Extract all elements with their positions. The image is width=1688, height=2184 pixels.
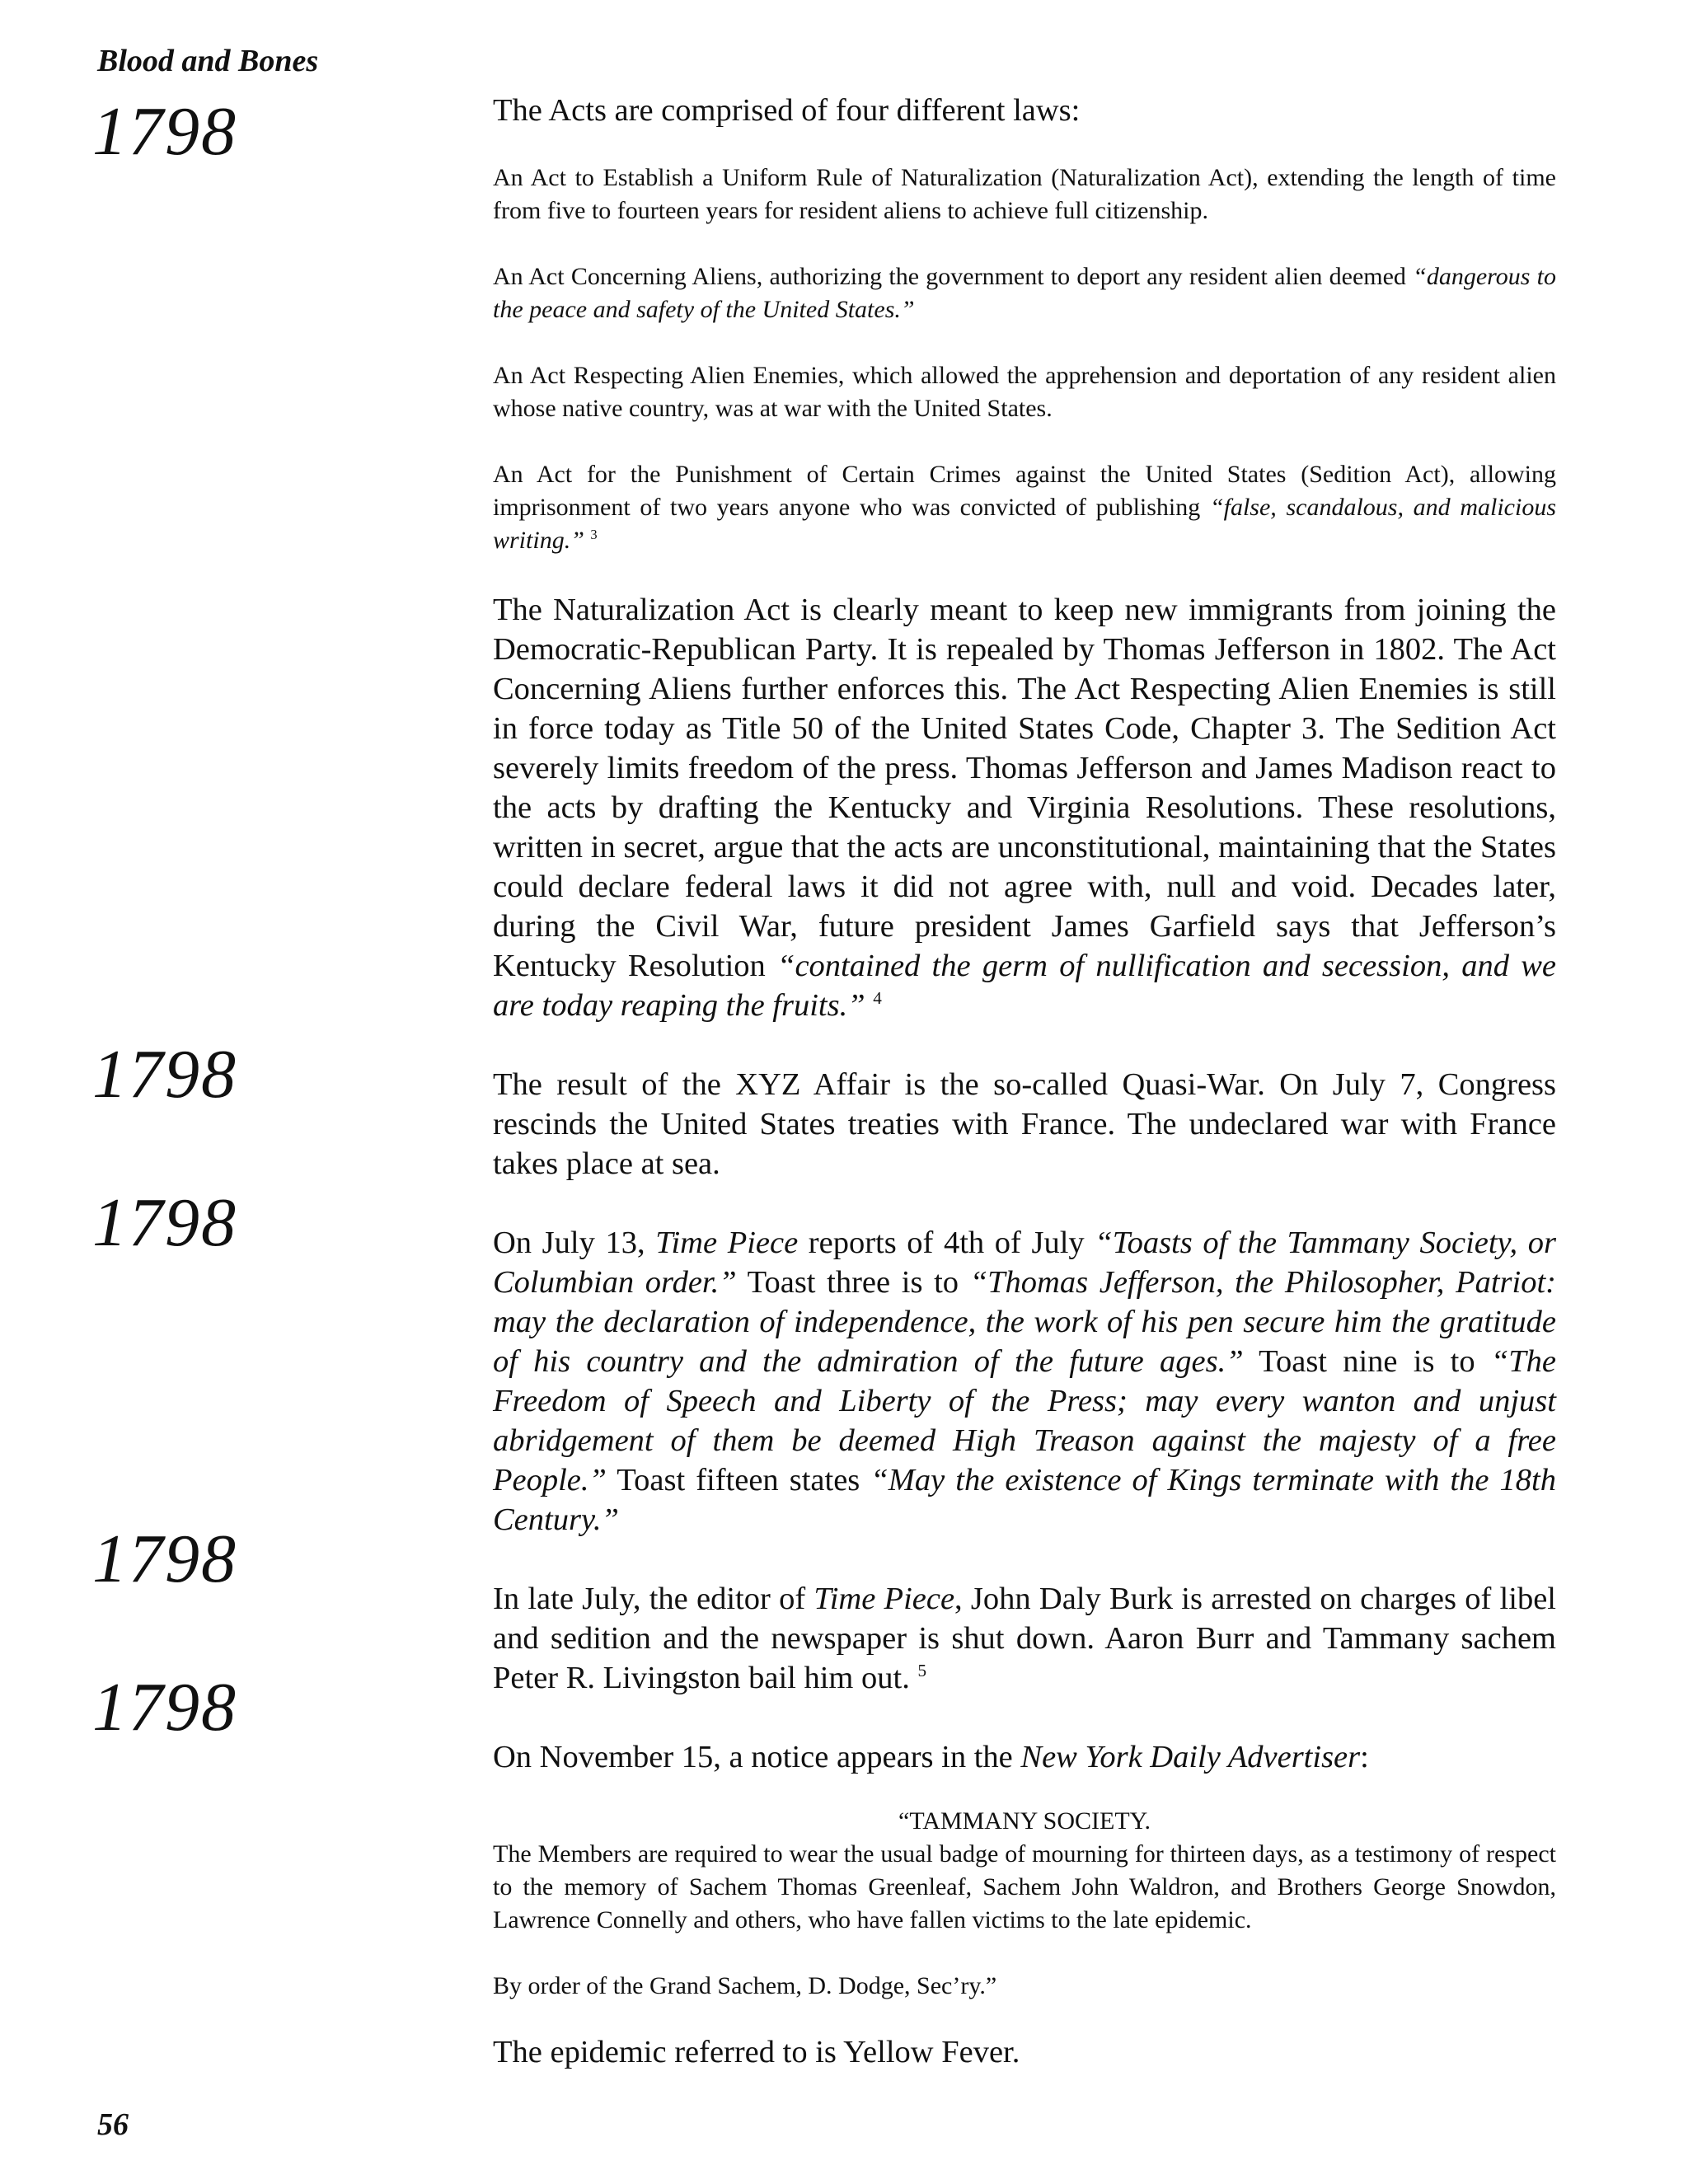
act-sedition-quote: “false, scandalous, and malicious writing.” bbox=[493, 494, 1556, 554]
time-piece-title: Time Piece bbox=[655, 1226, 799, 1260]
toasts-quote-2: “Thomas Jefferson, the Philosopher, Patriot: may the declaration of independence, the work of his pen secure him the gratitude of his country and the admiration of the future ages.” bbox=[493, 1265, 1556, 1379]
toasts-text-4: Toast nine is to bbox=[1243, 1344, 1491, 1379]
notice-signature: By order of the Grand Sachem, D. Dodge, Sec’ry.” bbox=[493, 1972, 997, 1999]
quasi-war-paragraph: The result of the XYZ Affair is the so-called Quasi-War. On July 7, Congress rescinds the United States treaties with France. The undeclared war with France takes place at sea. bbox=[493, 1067, 1556, 1181]
act-alien-enemies bbox=[493, 359, 1556, 425]
time-piece-title: Time Piece bbox=[814, 1582, 955, 1616]
burk-text-1: In late July, the editor of bbox=[493, 1582, 814, 1616]
toasts-text-2: reports of 4th of July bbox=[798, 1226, 1095, 1260]
toasts-text-3: Toast three is to bbox=[736, 1265, 970, 1300]
toasts-text-5: Toast fifteen states bbox=[606, 1463, 871, 1497]
toasts-quote-4: “May the existence of Kings terminate with the 18th Century.” bbox=[493, 1463, 1556, 1537]
acts-intro-paragraph: The Acts are comprised of four different laws: bbox=[493, 93, 1081, 128]
page-number: 56 bbox=[97, 2107, 129, 2142]
closing-paragraph: The epidemic referred to is Yellow Fever. bbox=[493, 2035, 1020, 2069]
garfield-quote: “contained the germ of nullification and secession, and we are today reaping the fruits.” bbox=[493, 949, 1556, 1023]
notice-heading: “TAMMANY SOCIETY. bbox=[898, 1807, 1151, 1835]
margin-year-acts: 1798 bbox=[92, 93, 237, 170]
act-sedition bbox=[493, 458, 1556, 557]
notice-intro-paragraph bbox=[493, 1737, 1556, 1777]
toasts-paragraph bbox=[493, 1223, 1556, 1540]
footnote-ref-5: 5 bbox=[917, 1661, 927, 1681]
newspaper-title: New York Daily Advertiser bbox=[1020, 1740, 1361, 1774]
margin-year-burk-arrest: 1798 bbox=[92, 1521, 237, 1597]
margin-year-quasi-war: 1798 bbox=[92, 1036, 237, 1113]
toasts-quote-3: “The Freedom of Speech and Liberty of the Press; may every wanton and unjust abridgement of them be deemed High Treason against the majesty of a free People.” bbox=[493, 1344, 1557, 1497]
naturalization-text: The Naturalization Act is clearly meant to keep new immigrants from joining the Democratic-Republican Party. It is repealed by Thomas Jefferson in 1802. The Act Concerning Aliens further enforces this. The Act Respecting Alien Enemies is still in force today as Title 50 of the United States Code, Chapter 3. The Sedition Act severely limits freedom of the press. Thomas Jefferson and James Madison react to the acts by drafting the Kentucky and Virginia Resolutions. These resolutions, written in secret, argue that the acts are unconstitutional, maintaining that the States could declare federal laws it did not agree with, null and void. Decades later, during the Civil War, future president James Garfield says that Jefferson’s Kentucky Resolution bbox=[493, 593, 1556, 983]
act-concerning-aliens bbox=[493, 260, 1556, 326]
notice-text-1: On November 15, a notice appears in the bbox=[493, 1740, 1021, 1774]
toasts-quote-1: “Toasts of the Tammany Society, or Columbian order.” bbox=[493, 1226, 1556, 1300]
footnote-ref-4: 4 bbox=[873, 988, 882, 1009]
act-naturalization-text: An Act to Establish a Uniform Rule of Naturalization (Naturalization Act), extending the length of time from five to fourteen years for resident aliens to achieve full citizenship. bbox=[493, 164, 1556, 224]
running-header-book-title: Blood and Bones bbox=[97, 44, 319, 78]
act-naturalization bbox=[493, 162, 1556, 227]
margin-year-notice: 1798 bbox=[92, 1669, 237, 1746]
margin-year-toasts: 1798 bbox=[92, 1184, 237, 1261]
act-aliens-text: An Act Concerning Aliens, authorizing the government to deport any resident alien deemed bbox=[493, 263, 1414, 290]
notice-body: The Members are required to wear the usual badge of mourning for thirteen days, as a testimony of respect to the memory of Sachem Thomas Greenleaf, Sachem John Waldron, and Brothers George Snowdon, Lawrence Connelly and others, who have fallen victims to the late epidemic. bbox=[493, 1840, 1556, 1933]
burk-arrest-paragraph bbox=[493, 1579, 1556, 1698]
act-alien-enemies-text: An Act Respecting Alien Enemies, which allowed the apprehension and deportation of any resident alien whose native country, was at war with the United States. bbox=[493, 362, 1556, 422]
naturalization-paragraph bbox=[493, 590, 1556, 1025]
burk-text-2: , John Daly Burk is arrested on charges of libel and sedition and the newspaper is shut down. Aaron Burr and Tammany sachem Peter R. Livingston bail him out. bbox=[493, 1582, 1556, 1695]
notice-text-2: : bbox=[1360, 1740, 1369, 1774]
act-sedition-text: An Act for the Punishment of Certain Crimes against the United States (Sedition Act), allowing imprisonment of two years anyone who was convicted of publishing bbox=[493, 461, 1556, 521]
main-text-column bbox=[493, 91, 1556, 2072]
toasts-text-1: On July 13, bbox=[493, 1226, 656, 1260]
act-aliens-quote: “dangerous to the peace and safety of the United States.” bbox=[493, 263, 1556, 323]
footnote-ref-3: 3 bbox=[590, 527, 598, 542]
